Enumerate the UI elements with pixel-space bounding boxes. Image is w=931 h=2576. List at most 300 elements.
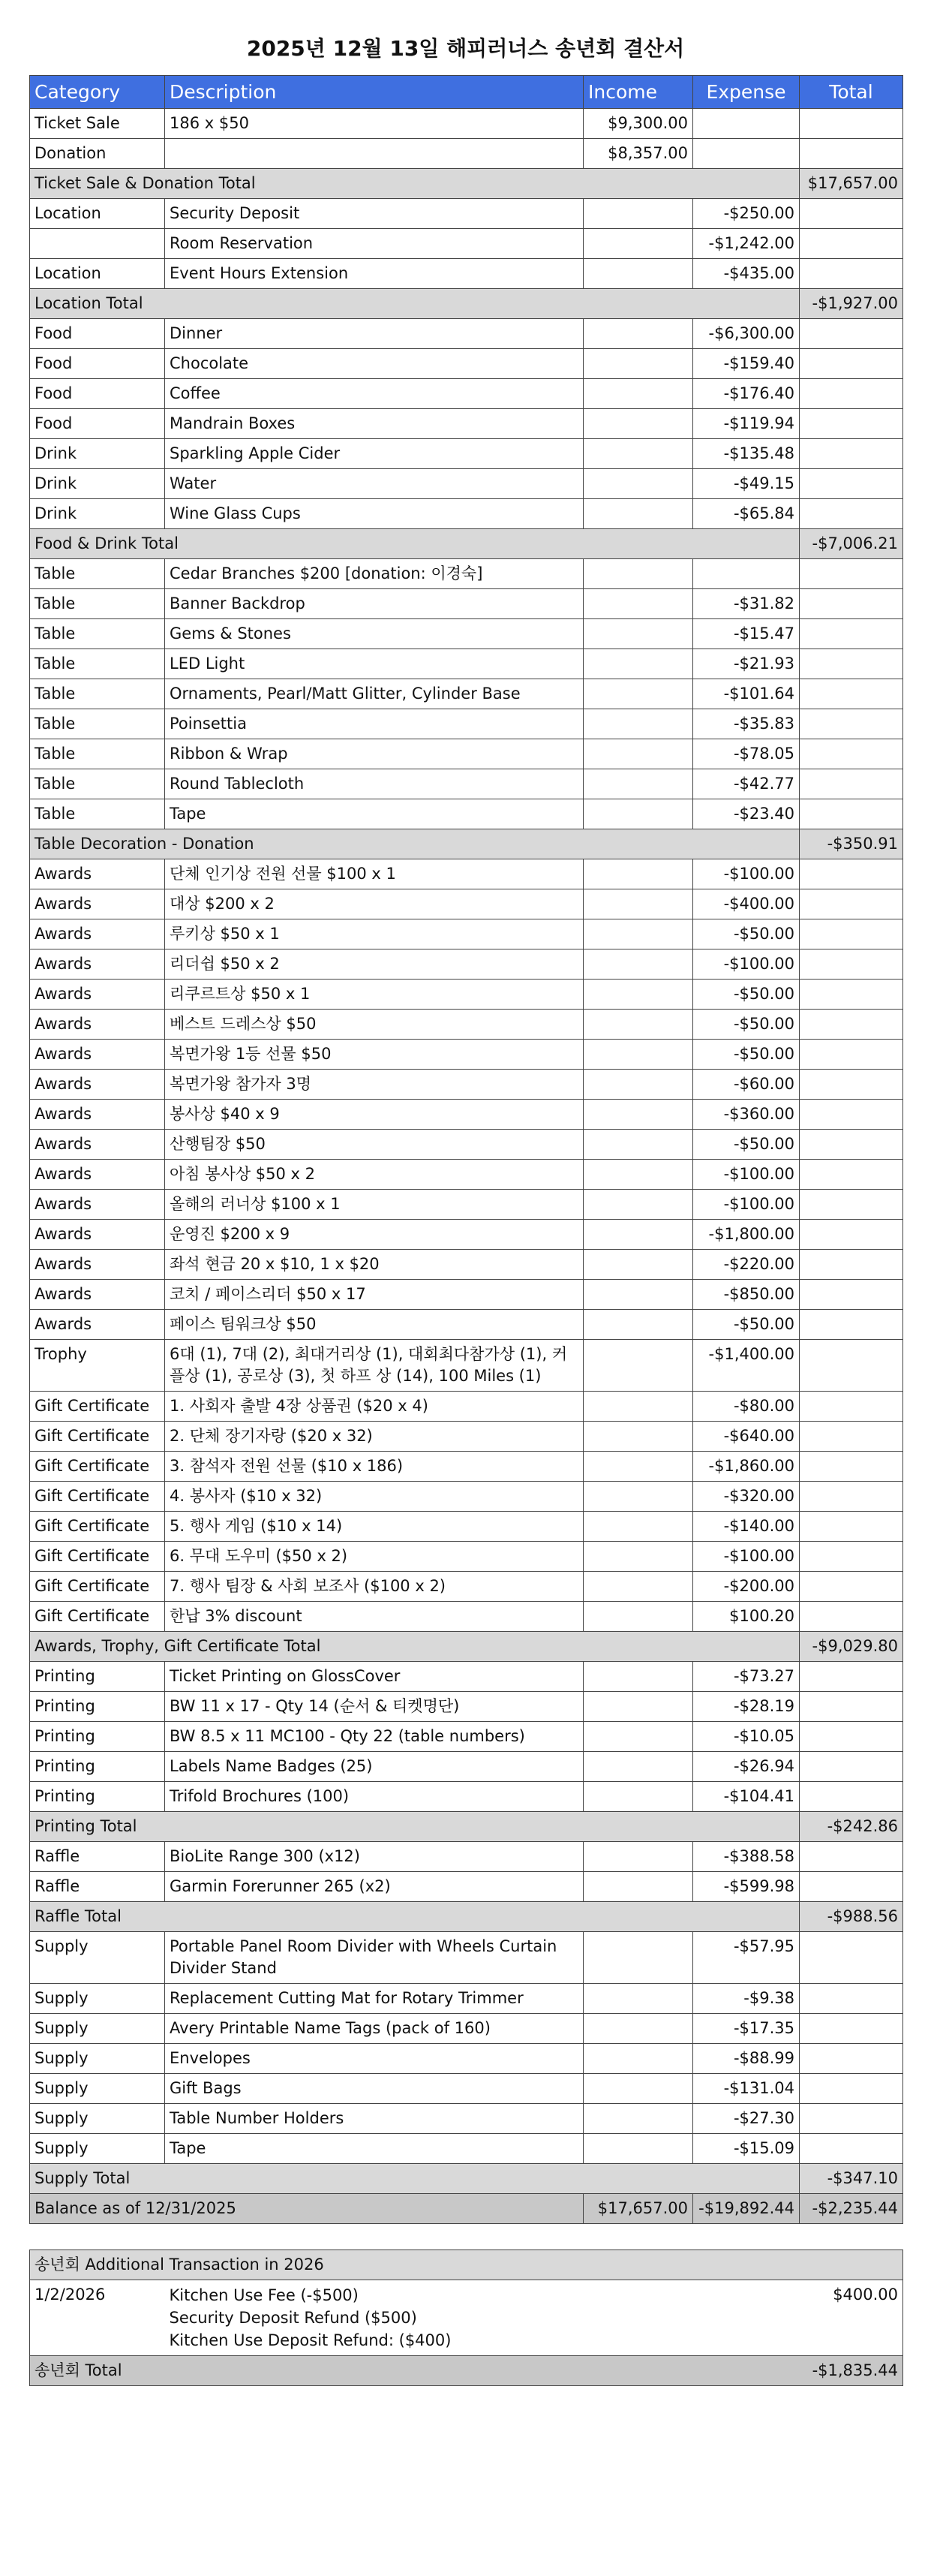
cell-description: 한납 3% discount bbox=[165, 1602, 584, 1632]
additional-line: Kitchen Use Fee (-$500) bbox=[169, 2286, 359, 2304]
table-row bbox=[30, 1280, 903, 1310]
cell-category: Table bbox=[30, 619, 165, 649]
subtotal-label: Awards, Trophy, Gift Certificate Total bbox=[30, 1632, 800, 1662]
cell-total bbox=[800, 889, 903, 919]
cell-income bbox=[584, 709, 693, 739]
cell-description: 아침 봉사상 $50 x 2 bbox=[165, 1160, 584, 1190]
table-row bbox=[30, 1452, 903, 1482]
cell-total bbox=[800, 1542, 903, 1572]
subtotal-row bbox=[30, 289, 903, 319]
cell-income bbox=[584, 1010, 693, 1040]
cell-income bbox=[584, 1572, 693, 1602]
cell-expense: -$599.98 bbox=[693, 1872, 800, 1902]
table-row bbox=[30, 349, 903, 379]
table-row bbox=[30, 1722, 903, 1752]
cell-description: 3. 참석자 전원 선물 ($10 x 186) bbox=[165, 1452, 584, 1482]
table-row bbox=[30, 1542, 903, 1572]
table-row bbox=[30, 949, 903, 980]
table-row bbox=[30, 1160, 903, 1190]
cell-expense: -$200.00 bbox=[693, 1572, 800, 1602]
table-row bbox=[30, 980, 903, 1010]
cell-total bbox=[800, 619, 903, 649]
table-row bbox=[30, 1310, 903, 1340]
cell-expense: -$21.93 bbox=[693, 649, 800, 679]
cell-category: Table bbox=[30, 769, 165, 799]
cell-category: Food bbox=[30, 409, 165, 439]
cell-income bbox=[584, 469, 693, 499]
cell-total bbox=[800, 199, 903, 229]
cell-income bbox=[584, 2074, 693, 2104]
balance-income: $17,657.00 bbox=[584, 2194, 693, 2224]
cell-total bbox=[800, 1872, 903, 1902]
cell-category: Gift Certificate bbox=[30, 1572, 165, 1602]
cell-description: Cedar Branches $200 [donation: 이경숙] bbox=[165, 559, 584, 589]
cell-category: Awards bbox=[30, 1160, 165, 1190]
table-row bbox=[30, 439, 903, 469]
table-row bbox=[30, 919, 903, 949]
cell-total bbox=[800, 649, 903, 679]
table-row bbox=[30, 1572, 903, 1602]
additional-total-row bbox=[30, 2356, 903, 2386]
cell-income bbox=[584, 259, 693, 289]
table-row bbox=[30, 1782, 903, 1812]
cell-category: Donation bbox=[30, 139, 165, 169]
cell-total bbox=[800, 409, 903, 439]
cell-description: Security Deposit bbox=[165, 199, 584, 229]
cell-category: Gift Certificate bbox=[30, 1392, 165, 1422]
cell-total bbox=[800, 1250, 903, 1280]
cell-description: Round Tablecloth bbox=[165, 769, 584, 799]
cell-description: 복면가왕 참가자 3명 bbox=[165, 1070, 584, 1100]
cell-expense: -$131.04 bbox=[693, 2074, 800, 2104]
subtotal-label: Table Decoration - Donation bbox=[30, 829, 800, 859]
cell-total bbox=[800, 109, 903, 139]
cell-expense: -$15.09 bbox=[693, 2134, 800, 2164]
table-row bbox=[30, 469, 903, 499]
cell-income bbox=[584, 949, 693, 980]
cell-description: 산행팀장 $50 bbox=[165, 1130, 584, 1160]
cell-total bbox=[800, 1010, 903, 1040]
subtotal-row bbox=[30, 169, 903, 199]
additional-date: 1/2/2026 bbox=[30, 2280, 165, 2356]
cell-category: Awards bbox=[30, 1130, 165, 1160]
cell-total bbox=[800, 799, 903, 829]
cell-description: 7. 행사 팀장 & 사회 보조사 ($100 x 2) bbox=[165, 1572, 584, 1602]
cell-expense: -$100.00 bbox=[693, 1160, 800, 1190]
cell-description: Coffee bbox=[165, 379, 584, 409]
additional-description bbox=[165, 2280, 800, 2356]
cell-income bbox=[584, 1602, 693, 1632]
cell-category: Drink bbox=[30, 469, 165, 499]
cell-expense: -$104.41 bbox=[693, 1782, 800, 1812]
cell-category: Food bbox=[30, 349, 165, 379]
table-row bbox=[30, 2104, 903, 2134]
cell-income bbox=[584, 1842, 693, 1872]
cell-category: Table bbox=[30, 679, 165, 709]
table-row bbox=[30, 1932, 903, 1984]
cell-description: Mandrain Boxes bbox=[165, 409, 584, 439]
cell-total bbox=[800, 259, 903, 289]
cell-description: 단체 인기상 전원 선물 $100 x 1 bbox=[165, 859, 584, 889]
cell-total bbox=[800, 859, 903, 889]
cell-expense: -$1,242.00 bbox=[693, 229, 800, 259]
cell-expense: -$60.00 bbox=[693, 1070, 800, 1100]
cell-description: 2. 단체 장기자랑 ($20 x 32) bbox=[165, 1422, 584, 1452]
cell-total bbox=[800, 1040, 903, 1070]
header-expense: Expense bbox=[693, 76, 800, 109]
page-title: 2025년 12월 13일 해피러너스 송년회 결산서 bbox=[246, 36, 685, 61]
cell-income bbox=[584, 1422, 693, 1452]
cell-income bbox=[584, 1100, 693, 1130]
cell-total bbox=[800, 439, 903, 469]
header-income: Income bbox=[584, 76, 693, 109]
table-row bbox=[30, 1984, 903, 2014]
cell-total bbox=[800, 1310, 903, 1340]
cell-total bbox=[800, 559, 903, 589]
cell-category: Gift Certificate bbox=[30, 1482, 165, 1512]
table-row bbox=[30, 1512, 903, 1542]
cell-total bbox=[800, 1602, 903, 1632]
cell-total bbox=[800, 1572, 903, 1602]
cell-expense: -$6,300.00 bbox=[693, 319, 800, 349]
cell-income bbox=[584, 589, 693, 619]
cell-total bbox=[800, 1842, 903, 1872]
cell-expense bbox=[693, 559, 800, 589]
subtotal-label: Raffle Total bbox=[30, 1902, 800, 1932]
cell-income bbox=[584, 1542, 693, 1572]
cell-expense: -$100.00 bbox=[693, 1542, 800, 1572]
subtotal-value: -$1,927.00 bbox=[800, 289, 903, 319]
cell-category: Gift Certificate bbox=[30, 1512, 165, 1542]
table-row bbox=[30, 1392, 903, 1422]
subtotal-label: Ticket Sale & Donation Total bbox=[30, 169, 800, 199]
cell-expense: -$23.40 bbox=[693, 799, 800, 829]
cell-expense: -$250.00 bbox=[693, 199, 800, 229]
cell-category: Food bbox=[30, 379, 165, 409]
cell-category: Raffle bbox=[30, 1842, 165, 1872]
cell-income bbox=[584, 2014, 693, 2044]
cell-expense: -$27.30 bbox=[693, 2104, 800, 2134]
subtotal-label: Food & Drink Total bbox=[30, 529, 800, 559]
cell-income: $8,357.00 bbox=[584, 139, 693, 169]
cell-description: Tape bbox=[165, 799, 584, 829]
subtotal-label: Printing Total bbox=[30, 1812, 800, 1842]
subtotal-label: Location Total bbox=[30, 289, 800, 319]
cell-income bbox=[584, 769, 693, 799]
cell-description: Table Number Holders bbox=[165, 2104, 584, 2134]
cell-category: Table bbox=[30, 709, 165, 739]
cell-category: Printing bbox=[30, 1722, 165, 1752]
cell-category bbox=[30, 229, 165, 259]
cell-income bbox=[584, 1392, 693, 1422]
cell-expense: -$135.48 bbox=[693, 439, 800, 469]
cell-description: Poinsettia bbox=[165, 709, 584, 739]
cell-category: Awards bbox=[30, 1040, 165, 1070]
cell-category: Ticket Sale bbox=[30, 109, 165, 139]
cell-description: Tape bbox=[165, 2134, 584, 2164]
cell-income bbox=[584, 649, 693, 679]
cell-total bbox=[800, 1452, 903, 1482]
cell-description: 186 x $50 bbox=[165, 109, 584, 139]
cell-income bbox=[584, 1872, 693, 1902]
cell-income bbox=[584, 1190, 693, 1220]
cell-category: Supply bbox=[30, 2104, 165, 2134]
table-row bbox=[30, 2134, 903, 2164]
cell-total bbox=[800, 739, 903, 769]
table-row bbox=[30, 1070, 903, 1100]
cell-expense: -$50.00 bbox=[693, 1010, 800, 1040]
cell-category: Supply bbox=[30, 2044, 165, 2074]
cell-description: LED Light bbox=[165, 649, 584, 679]
table-row bbox=[30, 799, 903, 829]
cell-expense: -$26.94 bbox=[693, 1752, 800, 1782]
cell-category: Awards bbox=[30, 1220, 165, 1250]
cell-total bbox=[800, 769, 903, 799]
cell-expense: -$9.38 bbox=[693, 1984, 800, 2014]
cell-description: Replacement Cutting Mat for Rotary Trimmer bbox=[165, 1984, 584, 2014]
cell-description: BW 11 x 17 - Qty 14 (순서 & 티켓명단) bbox=[165, 1692, 584, 1722]
cell-total bbox=[800, 499, 903, 529]
cell-expense: $100.20 bbox=[693, 1602, 800, 1632]
cell-income bbox=[584, 980, 693, 1010]
subtotal-value: -$242.86 bbox=[800, 1812, 903, 1842]
table-row bbox=[30, 1220, 903, 1250]
cell-income bbox=[584, 679, 693, 709]
cell-total bbox=[800, 1070, 903, 1100]
table-row bbox=[30, 739, 903, 769]
cell-expense: -$65.84 bbox=[693, 499, 800, 529]
cell-expense: -$10.05 bbox=[693, 1722, 800, 1752]
table-row bbox=[30, 679, 903, 709]
cell-description: Banner Backdrop bbox=[165, 589, 584, 619]
cell-description: 복면가왕 1등 선물 $50 bbox=[165, 1040, 584, 1070]
cell-description: Wine Glass Cups bbox=[165, 499, 584, 529]
subtotal-row bbox=[30, 1812, 903, 1842]
cell-description: Water bbox=[165, 469, 584, 499]
cell-income: $9,300.00 bbox=[584, 109, 693, 139]
cell-category: Awards bbox=[30, 919, 165, 949]
cell-description: 루키상 $50 x 1 bbox=[165, 919, 584, 949]
cell-expense: -$31.82 bbox=[693, 589, 800, 619]
cell-expense: -$17.35 bbox=[693, 2014, 800, 2044]
cell-income bbox=[584, 1984, 693, 2014]
cell-income bbox=[584, 229, 693, 259]
cell-description: Avery Printable Name Tags (pack of 160) bbox=[165, 2014, 584, 2044]
cell-total bbox=[800, 1422, 903, 1452]
subtotal-row bbox=[30, 829, 903, 859]
table-row bbox=[30, 1340, 903, 1392]
cell-description: 대상 $200 x 2 bbox=[165, 889, 584, 919]
cell-category: Awards bbox=[30, 1100, 165, 1130]
table-row bbox=[30, 589, 903, 619]
cell-description: Gift Bags bbox=[165, 2074, 584, 2104]
cell-total bbox=[800, 1482, 903, 1512]
table-row bbox=[30, 199, 903, 229]
subtotal-row bbox=[30, 1902, 903, 1932]
cell-total bbox=[800, 949, 903, 980]
cell-expense: -$100.00 bbox=[693, 1190, 800, 1220]
cell-total bbox=[800, 139, 903, 169]
table-row bbox=[30, 2074, 903, 2104]
cell-income bbox=[584, 1752, 693, 1782]
table-row bbox=[30, 559, 903, 589]
cell-expense: -$50.00 bbox=[693, 980, 800, 1010]
cell-income bbox=[584, 1280, 693, 1310]
cell-category: Awards bbox=[30, 859, 165, 889]
cell-category: Awards bbox=[30, 949, 165, 980]
cell-category: Awards bbox=[30, 1190, 165, 1220]
table-row bbox=[30, 1842, 903, 1872]
cell-description bbox=[165, 139, 584, 169]
cell-description: 운영진 $200 x 9 bbox=[165, 1220, 584, 1250]
cell-income bbox=[584, 739, 693, 769]
additional-header: 송년회 Additional Transaction in 2026 bbox=[30, 2250, 903, 2280]
subtotal-value: -$988.56 bbox=[800, 1902, 903, 1932]
cell-total bbox=[800, 469, 903, 499]
cell-category: Awards bbox=[30, 1070, 165, 1100]
table-row bbox=[30, 229, 903, 259]
table-row bbox=[30, 499, 903, 529]
cell-total bbox=[800, 1512, 903, 1542]
cell-income bbox=[584, 1512, 693, 1542]
cell-category: Table bbox=[30, 649, 165, 679]
cell-expense: -$50.00 bbox=[693, 1130, 800, 1160]
cell-expense: -$140.00 bbox=[693, 1512, 800, 1542]
cell-description: BioLite Range 300 (x12) bbox=[165, 1842, 584, 1872]
header-description: Description bbox=[165, 76, 584, 109]
cell-expense: -$35.83 bbox=[693, 709, 800, 739]
cell-category: Gift Certificate bbox=[30, 1422, 165, 1452]
cell-description: 올해의 러너상 $100 x 1 bbox=[165, 1190, 584, 1220]
cell-description: 리더쉽 $50 x 2 bbox=[165, 949, 584, 980]
table-row bbox=[30, 259, 903, 289]
subtotal-value: $17,657.00 bbox=[800, 169, 903, 199]
subtotal-label: Balance as of 12/31/2025 bbox=[30, 2194, 584, 2224]
cell-expense: -$88.99 bbox=[693, 2044, 800, 2074]
cell-income bbox=[584, 199, 693, 229]
cell-category: Drink bbox=[30, 499, 165, 529]
table-row bbox=[30, 1692, 903, 1722]
cell-expense: -$50.00 bbox=[693, 1310, 800, 1340]
cell-income bbox=[584, 439, 693, 469]
subtotal-row bbox=[30, 1632, 903, 1662]
table-row bbox=[30, 1602, 903, 1632]
cell-total bbox=[800, 980, 903, 1010]
cell-category: Supply bbox=[30, 2074, 165, 2104]
cell-description: 6대 (1), 7대 (2), 최대거리상 (1), 대회최다참가상 (1), 커플상 (1), 공로상 (3), 첫 하프 상 (14), 100 Miles (1) bbox=[165, 1340, 584, 1392]
cell-income bbox=[584, 2134, 693, 2164]
cell-income bbox=[584, 379, 693, 409]
cell-income bbox=[584, 1220, 693, 1250]
cell-category: Gift Certificate bbox=[30, 1542, 165, 1572]
cell-description: 좌석 현금 20 x $10, 1 x $20 bbox=[165, 1250, 584, 1280]
cell-income bbox=[584, 1932, 693, 1984]
cell-total bbox=[800, 349, 903, 379]
cell-description: 5. 행사 게임 ($10 x 14) bbox=[165, 1512, 584, 1542]
table-row bbox=[30, 889, 903, 919]
cell-category: Supply bbox=[30, 1932, 165, 1984]
subtotal-value: -$347.10 bbox=[800, 2164, 903, 2194]
cell-income bbox=[584, 1070, 693, 1100]
cell-total bbox=[800, 1280, 903, 1310]
cell-category: Awards bbox=[30, 1280, 165, 1310]
cell-description: 4. 봉사자 ($10 x 32) bbox=[165, 1482, 584, 1512]
cell-category: Printing bbox=[30, 1782, 165, 1812]
subtotal-row bbox=[30, 2164, 903, 2194]
additional-row bbox=[30, 2280, 903, 2356]
cell-expense: -$73.27 bbox=[693, 1662, 800, 1692]
cell-expense: -$119.94 bbox=[693, 409, 800, 439]
additional-total-value: -$1,835.44 bbox=[800, 2356, 903, 2386]
table-row bbox=[30, 1010, 903, 1040]
cell-expense: -$1,400.00 bbox=[693, 1340, 800, 1392]
cell-description: 6. 무대 도우미 ($50 x 2) bbox=[165, 1542, 584, 1572]
cell-income bbox=[584, 2044, 693, 2074]
subtotal-value: -$2,235.44 bbox=[800, 2194, 903, 2224]
cell-expense: -$388.58 bbox=[693, 1842, 800, 1872]
cell-total bbox=[800, 589, 903, 619]
cell-expense: -$220.00 bbox=[693, 1250, 800, 1280]
table-row bbox=[30, 709, 903, 739]
cell-expense: -$50.00 bbox=[693, 1040, 800, 1070]
cell-expense: -$400.00 bbox=[693, 889, 800, 919]
header-category: Category bbox=[30, 76, 165, 109]
cell-category: Drink bbox=[30, 439, 165, 469]
cell-category: Printing bbox=[30, 1692, 165, 1722]
cell-description: Gems & Stones bbox=[165, 619, 584, 649]
table-row bbox=[30, 1662, 903, 1692]
cell-expense: -$100.00 bbox=[693, 859, 800, 889]
cell-description: Garmin Forerunner 265 (x2) bbox=[165, 1872, 584, 1902]
cell-category: Gift Certificate bbox=[30, 1452, 165, 1482]
cell-income bbox=[584, 1692, 693, 1722]
cell-total bbox=[800, 1932, 903, 1984]
table-row bbox=[30, 1130, 903, 1160]
cell-category: Printing bbox=[30, 1752, 165, 1782]
cell-total bbox=[800, 2074, 903, 2104]
cell-income bbox=[584, 1722, 693, 1752]
cell-total bbox=[800, 1100, 903, 1130]
subtotal-label: Supply Total bbox=[30, 2164, 800, 2194]
balance-expense: -$19,892.44 bbox=[693, 2194, 800, 2224]
cell-category: Food bbox=[30, 319, 165, 349]
cell-description: Labels Name Badges (25) bbox=[165, 1752, 584, 1782]
table-row bbox=[30, 1422, 903, 1452]
cell-description: Trifold Brochures (100) bbox=[165, 1782, 584, 1812]
table-row bbox=[30, 2044, 903, 2074]
cell-description: Ornaments, Pearl/Matt Glitter, Cylinder Base bbox=[165, 679, 584, 709]
settlement-table bbox=[29, 75, 903, 2224]
cell-category: Supply bbox=[30, 2134, 165, 2164]
cell-description: Chocolate bbox=[165, 349, 584, 379]
cell-expense: -$101.64 bbox=[693, 679, 800, 709]
table-row bbox=[30, 1872, 903, 1902]
cell-income bbox=[584, 319, 693, 349]
table-row bbox=[30, 859, 903, 889]
cell-expense: -$15.47 bbox=[693, 619, 800, 649]
cell-expense: -$80.00 bbox=[693, 1392, 800, 1422]
cell-total bbox=[800, 1662, 903, 1692]
cell-total bbox=[800, 919, 903, 949]
subtotal-value: -$350.91 bbox=[800, 829, 903, 859]
cell-category: Awards bbox=[30, 1010, 165, 1040]
cell-description: 1. 사회자 출발 4장 상품권 ($20 x 4) bbox=[165, 1392, 584, 1422]
subtotal-value: -$9,029.80 bbox=[800, 1632, 903, 1662]
cell-income bbox=[584, 919, 693, 949]
table-row bbox=[30, 619, 903, 649]
cell-total bbox=[800, 379, 903, 409]
cell-expense bbox=[693, 139, 800, 169]
